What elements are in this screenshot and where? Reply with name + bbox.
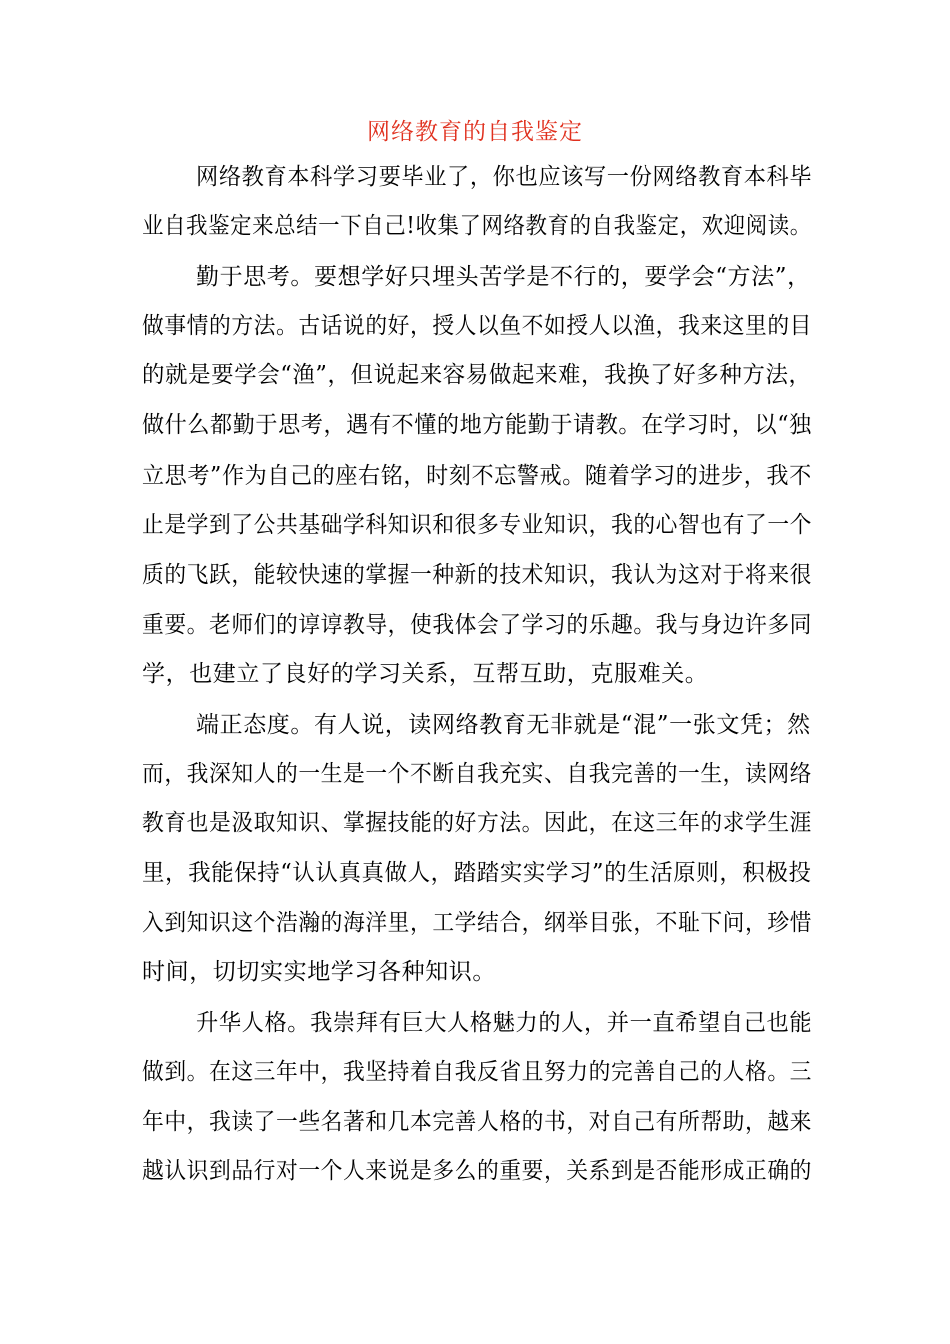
text-line: 的就是要学会“渔”，但说起来容易做起来难，我换了好多种方法， <box>142 362 812 388</box>
text-line: 勤于思考。要想学好只埋头苦学是不行的，要学会“方法”， <box>196 264 811 290</box>
text-line: 学，也建立了良好的学习关系，互帮互助，克服难关。 <box>142 661 709 687</box>
text-line: 网络教育本科学习要毕业了，你也应该写一份网络教育本科毕 <box>196 164 813 190</box>
text-line: 越认识到品行对一个人来说是多么的重要，关系到是否能形成正确的 <box>142 1158 812 1184</box>
document-title: 网络教育的自我鉴定 <box>367 119 583 145</box>
text-line: 里，我能保持“认认真真做人，踏踏实实学习”的生活原则，积极投 <box>142 860 812 886</box>
text-line: 时间，切切实实地学习各种知识。 <box>142 959 496 985</box>
text-line: 止是学到了公共基础学科知识和很多专业知识，我的心智也有了一个 <box>142 512 812 538</box>
text-line: 质的飞跃，能较快速的掌握一种新的技术知识，我认为这对于将来很 <box>142 562 812 588</box>
text-line: 端正态度。有人说，读网络教育无非就是“混”一张文凭；然 <box>196 712 811 738</box>
text-line: 入到知识这个浩瀚的海洋里，工学结合，纲举目张，不耻下问，珍惜 <box>142 910 812 936</box>
text-line: 而，我深知人的一生是一个不断自我充实、自我完善的一生，读网络 <box>142 761 812 787</box>
text-line: 升华人格。我崇拜有巨大人格魅力的人，并一直希望自己也能 <box>196 1010 813 1036</box>
text-line: 重要。老师们的谆谆教导，使我体会了学习的乐趣。我与身边许多同 <box>142 612 812 638</box>
text-line: 做事情的方法。古话说的好，授人以鱼不如授人以渔，我来这里的目 <box>142 313 812 339</box>
text-line: 做什么都勤于思考，遇有不懂的地方能勤于请教。在学习时，以“独 <box>142 412 812 438</box>
text-line: 业自我鉴定来总结一下自己!收集了网络教育的自我鉴定，欢迎阅读。 <box>142 213 812 239</box>
text-line: 教育也是汲取知识、掌握技能的好方法。因此，在这三年的求学生涯 <box>142 810 812 836</box>
text-line: 年中，我读了一些名著和几本完善人格的书，对自己有所帮助，越来 <box>142 1109 812 1135</box>
text-line: 做到。在这三年中，我坚持着自我反省且努力的完善自己的人格。三 <box>142 1059 812 1085</box>
text-line: 立思考”作为自己的座右铭，时刻不忘警戒。随着学习的进步，我不 <box>142 463 812 489</box>
